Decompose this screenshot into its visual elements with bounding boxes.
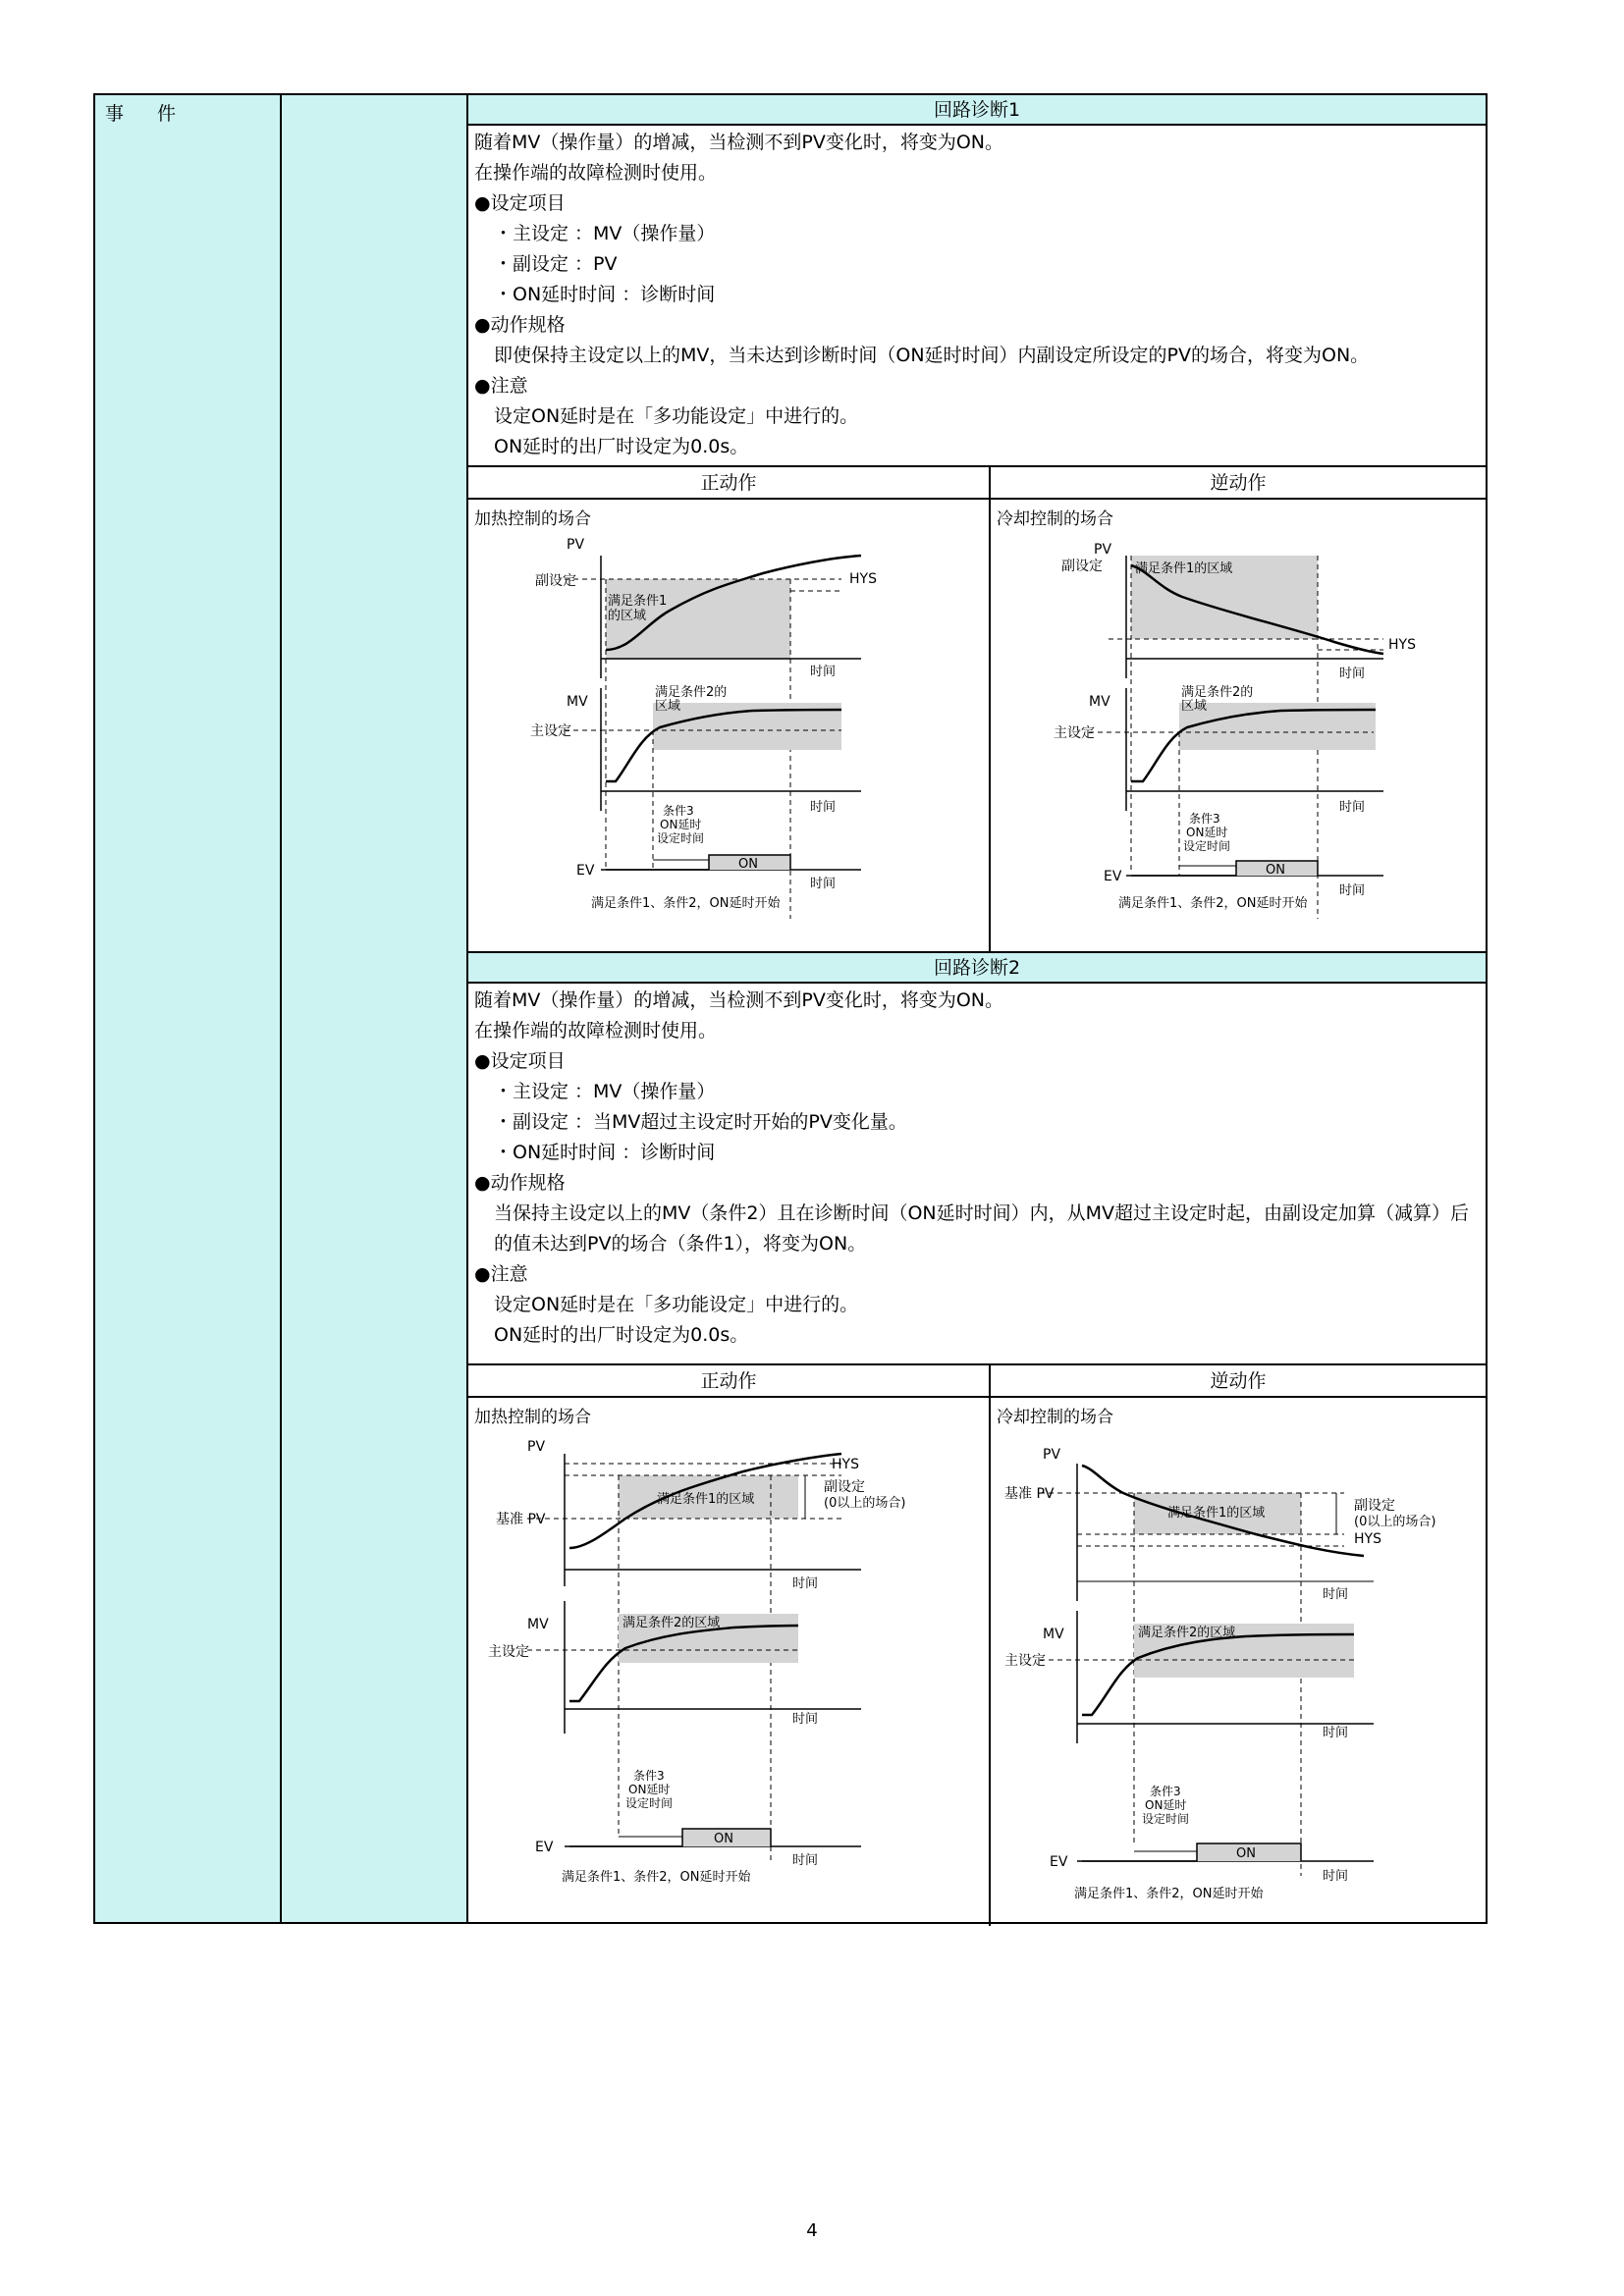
s1r-time1: 时间: [1339, 667, 1366, 681]
section2-diagrams: [468, 1363, 1486, 1926]
s2r-time3: 时间: [1323, 1869, 1349, 1884]
s1f-r2b: 区域: [655, 699, 681, 714]
s1r-ondelay: ON延时: [1186, 826, 1228, 839]
s2-forward-header: 正动作: [468, 1365, 989, 1398]
s2-line: 在操作端的故障检测时使用。: [474, 1020, 718, 1041]
s2-forward-case: 加热控制的场合: [474, 1408, 591, 1427]
s2f-time1: 时间: [792, 1576, 819, 1591]
s2-line: 随着MV（操作量）的增减，当检测不到PV变化时，将变为ON。: [474, 989, 1004, 1011]
s1f-r2: 满足条件2的: [655, 685, 728, 700]
category-label: 事 件: [105, 103, 190, 125]
section2-title: 回路诊断2: [468, 951, 1486, 984]
s1f-caption: 满足条件1、条件2，ON延时开始: [591, 896, 781, 911]
s2-line: ●注意: [474, 1263, 528, 1285]
s2r-ev: EV: [1050, 1854, 1068, 1870]
s2r-main: 主设定: [1004, 1653, 1046, 1669]
s1f-time2: 时间: [810, 800, 837, 815]
s1f-on: ON: [738, 857, 758, 872]
s2-reverse-diagram: [991, 1424, 1488, 1920]
s2-line: ・主设定 ：MV（操作量）: [494, 1081, 716, 1102]
s2-line: ●设定项目: [474, 1050, 566, 1072]
content-column: [468, 95, 1486, 1922]
s1r-sub: 副设定: [1061, 559, 1103, 574]
s1f-ev: EV: [576, 863, 595, 879]
s2f-ondelay: ON延时: [628, 1783, 671, 1796]
section2-text: [474, 986, 1480, 1351]
s1r-on: ON: [1266, 863, 1285, 878]
section1-title: 回路诊断1: [468, 95, 1486, 126]
s2f-subnote: (0以上的场合): [824, 1496, 906, 1511]
s2f-r2: 满足条件2的区域: [623, 1616, 721, 1630]
s1f-main: 主设定: [530, 723, 571, 739]
s2f-main: 主设定: [488, 1644, 529, 1660]
s2f-on: ON: [714, 1832, 733, 1846]
s2f-mv: MV: [527, 1617, 549, 1632]
s1r-time2: 时间: [1339, 800, 1366, 815]
s1r-cond3: 条件3: [1189, 812, 1220, 826]
s1-forward-diagram: [468, 516, 989, 948]
s1f-cond3: 条件3: [663, 804, 694, 818]
page-number: 4: [806, 2220, 818, 2241]
s1r-r1: 满足条件1的区域: [1135, 561, 1233, 576]
s1r-hys: HYS: [1388, 637, 1416, 653]
s2r-time1: 时间: [1323, 1587, 1349, 1602]
s2f-time2: 时间: [792, 1712, 819, 1727]
s2r-ondelay: ON延时: [1145, 1798, 1187, 1812]
s1-forward-case: 加热控制的场合: [474, 509, 591, 529]
s2r-hys: HYS: [1354, 1531, 1381, 1547]
s1-line: 设定ON延时是在「多功能设定」中进行的。: [494, 405, 859, 427]
s2r-cond3: 条件3: [1150, 1785, 1181, 1798]
section1-text: [474, 128, 1480, 462]
s2r-sub: 副设定: [1354, 1498, 1395, 1514]
s1r-r2: 满足条件2的: [1181, 685, 1254, 700]
s2f-base: 基准 PV: [496, 1512, 546, 1527]
s2r-time2: 时间: [1323, 1726, 1349, 1740]
s1-line: 在操作端的故障检测时使用。: [474, 162, 718, 184]
s2r-r1: 满足条件1的区域: [1167, 1506, 1266, 1521]
s1r-r2b: 区域: [1181, 699, 1208, 714]
s2r-on: ON: [1236, 1846, 1256, 1861]
s1r-mv: MV: [1089, 694, 1110, 710]
s2-reverse-header: 逆动作: [991, 1365, 1486, 1398]
s2f-hys: HYS: [832, 1457, 859, 1472]
s1f-r1: 满足条件1: [608, 594, 668, 609]
s1-line: ・副设定 ：PV: [494, 253, 618, 275]
s1r-ev: EV: [1104, 869, 1122, 884]
s1r-caption: 满足条件1、条件2，ON延时开始: [1118, 896, 1308, 911]
s1f-time3: 时间: [810, 877, 837, 891]
s2r-pv: PV: [1043, 1447, 1061, 1463]
s2-line: ●动作规格: [474, 1172, 566, 1194]
s1-line: ON延时的出厂时设定为0.0s。: [494, 436, 749, 457]
s1f-hys: HYS: [849, 571, 877, 587]
s2r-r2: 满足条件2的区域: [1138, 1626, 1236, 1640]
category-column: [95, 95, 282, 1922]
s2-line: 当保持主设定以上的MV（条件2）且在诊断时间（ON延时时间）内，从MV超过主设定时起，由副设定加算（减算）后的值未达到PV的场合（条件1），将变为ON。: [494, 1202, 1470, 1255]
s1-reverse-header: 逆动作: [991, 467, 1486, 500]
s2f-sub: 副设定: [824, 1479, 865, 1495]
section1-diagrams: [468, 465, 1486, 953]
s1-reverse-case: 冷却控制的场合: [997, 509, 1113, 529]
s2r-subnote: (0以上的场合): [1354, 1515, 1436, 1529]
s1f-pv: PV: [567, 537, 585, 553]
s2f-cond3: 条件3: [633, 1769, 665, 1783]
s2-reverse-case: 冷却控制的场合: [997, 1408, 1113, 1427]
s1f-sub: 副设定: [535, 573, 576, 589]
s2r-base: 基准 PV: [1004, 1486, 1055, 1502]
s1f-mv: MV: [567, 694, 588, 710]
s1-line: ・主设定 ：MV（操作量）: [494, 223, 716, 244]
s1f-time1: 时间: [810, 665, 837, 679]
s1r-settime: 设定时间: [1183, 839, 1231, 853]
s2-forward-diagram: [468, 1424, 989, 1915]
s1-line: ・ON延时时间 ：诊断时间: [494, 284, 716, 305]
s1-line: ●设定项目: [474, 192, 566, 214]
s1r-main: 主设定: [1054, 725, 1095, 741]
s2r-settime: 设定时间: [1142, 1812, 1190, 1826]
s1-line: 即使保持主设定以上的MV，当未达到诊断时间（ON延时时间）内副设定所设定的PV的场合，将变为ON。: [494, 345, 1370, 366]
s2f-settime: 设定时间: [625, 1796, 674, 1810]
s1-line: ●注意: [474, 375, 528, 397]
s1f-ondelay: ON延时: [660, 818, 702, 831]
s2f-r1: 满足条件1的区域: [657, 1492, 755, 1507]
s1f-r1b: 的区域: [608, 609, 647, 623]
s1r-time3: 时间: [1339, 883, 1366, 898]
s1-forward-header: 正动作: [468, 467, 989, 500]
s1-line: ●动作规格: [474, 314, 566, 336]
s1-line: 随着MV（操作量）的增减，当检测不到PV变化时，将变为ON。: [474, 132, 1004, 153]
s2-line: ・ON延时时间 ：诊断时间: [494, 1142, 716, 1163]
s2f-time3: 时间: [792, 1853, 819, 1868]
blank-column: [282, 95, 468, 1922]
s2-line: ON延时的出厂时设定为0.0s。: [494, 1324, 749, 1346]
s2f-pv: PV: [527, 1439, 546, 1455]
s2f-ev: EV: [535, 1840, 554, 1855]
spec-table: [93, 93, 1488, 1924]
s2r-caption: 满足条件1、条件2，ON延时开始: [1074, 1887, 1264, 1901]
s2f-caption: 满足条件1、条件2，ON延时开始: [562, 1870, 751, 1885]
s2r-mv: MV: [1043, 1627, 1064, 1642]
s2-line: 设定ON延时是在「多功能设定」中进行的。: [494, 1294, 859, 1315]
s1f-settime: 设定时间: [657, 831, 705, 845]
s1-reverse-diagram: [991, 516, 1488, 948]
s2-line: ・副设定 ：当MV超过主设定时开始的PV变化量。: [494, 1111, 907, 1133]
s1r-pv: PV: [1094, 542, 1112, 558]
